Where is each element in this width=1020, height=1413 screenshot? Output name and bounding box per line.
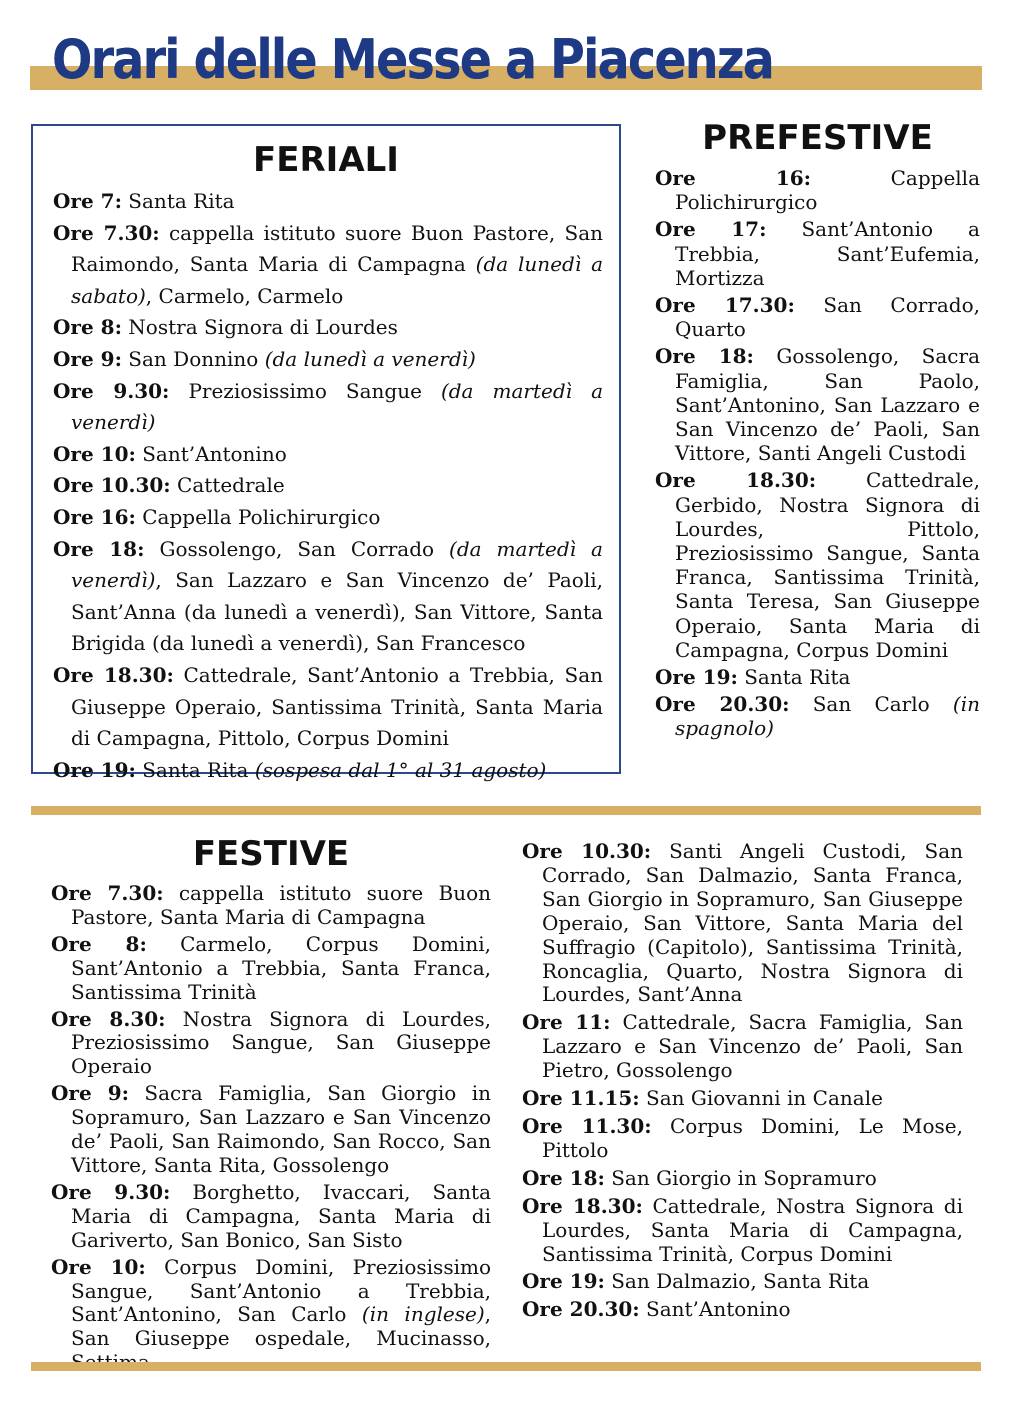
- bottom-divider: [31, 1362, 981, 1371]
- list-item: [522, 1087, 963, 1111]
- page-title: Orari delle Messe a Piacenza: [52, 28, 774, 91]
- church-list: Santa Rita: [135, 757, 255, 782]
- church-list: Borghetto, Ivaccari, Santa Maria di Campagna, Santa Maria di Gariverto, San Bonico, San Sisto: [71, 1179, 491, 1252]
- list-item: [522, 1167, 963, 1191]
- mass-time: Ore 9:: [53, 346, 122, 371]
- mass-time: Ore 16:: [53, 504, 136, 529]
- church-list: Corpus Domini, Le Mose, Pittolo: [542, 1113, 964, 1162]
- mass-time: Ore 17.30:: [655, 293, 795, 318]
- mass-time: Ore 9:: [51, 1081, 129, 1106]
- list-item: [655, 293, 980, 341]
- mass-time: Ore 8.30:: [51, 1006, 166, 1031]
- mass-time: Ore 19:: [53, 757, 136, 782]
- mass-time: Ore 16:: [655, 166, 812, 190]
- church-list: Preziosissimo Sangue: [169, 378, 441, 403]
- church-list: Cattedrale, Nostra Signora di Lourdes, Santa Maria di Campagna, Santissima Trinità, Corpus Domini: [542, 1193, 964, 1266]
- mass-time: Ore 11:: [522, 1010, 611, 1035]
- list-item: [522, 840, 963, 1007]
- festive-list-left: [51, 882, 491, 1378]
- list-item: [51, 1181, 491, 1253]
- mass-time: Ore 17:: [655, 217, 767, 242]
- mass-time: Ore 10.30:: [522, 839, 652, 863]
- mass-time: Ore 18:: [53, 536, 145, 561]
- schedule-note: (da martedì a venerdì): [71, 536, 603, 593]
- list-item: [51, 882, 491, 930]
- list-item: [522, 1298, 963, 1322]
- list-item: [655, 692, 980, 740]
- list-item: [51, 1256, 491, 1376]
- mass-time: Ore 11.15:: [522, 1086, 640, 1111]
- church-list: Cattedrale: [170, 473, 285, 498]
- title-banner: [30, 22, 982, 102]
- section-divider: [31, 806, 981, 815]
- mass-time: Ore 8:: [53, 315, 122, 340]
- church-list: Santa Rita: [737, 665, 851, 690]
- feriali-heading: FERIALI: [253, 140, 399, 180]
- mass-time: Ore 20.30:: [522, 1297, 640, 1322]
- prefestive-heading: PREFESTIVE: [702, 118, 933, 158]
- church-list: Cappella Polichirurgico: [135, 504, 381, 529]
- mass-time: Ore 19:: [655, 665, 738, 690]
- mass-time: Ore 18.30:: [655, 468, 817, 493]
- list-item: [51, 1008, 491, 1080]
- mass-time: Ore 10:: [53, 441, 136, 466]
- list-item: [53, 534, 603, 660]
- schedule-note: (sospesa dal 1° al 31 agosto): [254, 757, 547, 782]
- church-list: San Donnino: [121, 346, 265, 371]
- mass-time: Ore 7.30:: [51, 881, 164, 905]
- schedule-note: (da lunedì a sabato): [71, 252, 603, 308]
- list-item: [655, 344, 980, 465]
- festive-list-right: [522, 840, 963, 1326]
- mass-time: Ore 10:: [51, 1254, 146, 1279]
- mass-time: Ore 18:: [522, 1165, 605, 1190]
- mass-time: Ore 7:: [53, 189, 122, 213]
- mass-time: Ore 9.30:: [53, 378, 170, 403]
- church-list: Sant’Antonino: [639, 1297, 791, 1322]
- mass-time: Ore 20.30:: [655, 692, 790, 717]
- church-list: Sacra Famiglia, San Giorgio in Sopramuro, San Lazzaro e San Vincenzo de’ Paoli, San Raimondo, San Rocco, San Vittore, Santa Rita, Gossolengo: [71, 1081, 491, 1177]
- church-list: Cattedrale, Gerbido, Nostra Signora di Lourdes, Pittolo, Preziosissimo Sangue, Santa Franca, Santissima Trinità, Santa Teresa, San Giuseppe Operaio, Santa Maria di Campagna, Corpus Domini: [675, 468, 980, 662]
- church-list: San Dalmazio, Santa Rita: [604, 1269, 870, 1294]
- feriali-list: [53, 186, 603, 786]
- schedule-note: (da martedì a venerdì): [71, 378, 603, 435]
- church-list: cappella istituto suore Buon Pastore, Santa Maria di Campagna: [71, 881, 491, 929]
- mass-time: Ore 18:: [655, 344, 754, 369]
- church-list: cappella istituto suore Buon Pastore, San Raimondo, Santa Maria di Campagna: [71, 220, 603, 277]
- list-item: [53, 344, 603, 376]
- church-list-tail: , San Lazzaro e San Vincenzo de’ Paoli, Sant’Anna (da lunedì a venerdì), San Vittore, Santa Brigida (da lunedì a venerdì), San Francesco: [71, 568, 603, 656]
- list-item: [53, 218, 603, 313]
- church-list: San Corrado, Quarto: [675, 293, 981, 342]
- church-list: Sant’Antonio a Trebbia, Sant’Eufemia, Mortizza: [675, 217, 980, 290]
- feriali-box: [31, 124, 621, 782]
- list-item: [655, 665, 980, 689]
- church-list: Santi Angeli Custodi, San Corrado, San Dalmazio, Santa Franca, San Giorgio in Sopramuro, San Giuseppe Operaio, San Vittore, Santa Maria del Suffragio (Capitolo), Santissima Trinità, Roncaglia, Quarto, Nostra Signora di Lourdes, Sant’Anna: [542, 839, 964, 1007]
- church-list: Cappella Polichirurgico: [675, 166, 980, 215]
- list-item: [655, 217, 980, 290]
- church-list: San Carlo: [789, 692, 953, 717]
- church-list: San Giorgio in Sopramuro: [604, 1165, 877, 1190]
- church-list: Corpus Domini, Preziosissimo Sangue, Sant’Antonio a Trebbia, Sant’Antonino, San Carlo: [71, 1254, 491, 1327]
- mass-time: Ore 18.30:: [53, 662, 174, 687]
- church-list: Nostra Signora di Lourdes: [121, 315, 398, 340]
- list-item: [655, 468, 980, 662]
- list-item: [53, 376, 603, 439]
- church-list: Santa Rita: [121, 189, 235, 213]
- mass-time: Ore 11.30:: [522, 1113, 652, 1138]
- church-list-tail: , Carmelo, Carmelo: [145, 283, 344, 308]
- list-item: [53, 312, 603, 344]
- schedule-note: (in inglese): [361, 1302, 485, 1327]
- festive-heading: FESTIVE: [192, 834, 350, 874]
- mass-time: Ore 19:: [522, 1269, 605, 1294]
- list-item: [51, 1082, 491, 1178]
- list-item: [655, 166, 980, 214]
- list-item: [53, 660, 603, 755]
- list-item: [53, 470, 603, 502]
- list-item: [53, 502, 603, 534]
- church-list: Cattedrale, Sant’Antonio a Trebbia, San Giuseppe Operaio, Santissima Trinità, Santa Maria di Campagna, Pittolo, Corpus Domini: [71, 662, 604, 751]
- list-item: [522, 1195, 963, 1267]
- mass-time: Ore 9.30:: [51, 1179, 171, 1204]
- schedule-note: (da lunedì a venerdì): [264, 346, 476, 371]
- prefestive-list: [655, 166, 980, 744]
- list-item: [53, 439, 603, 471]
- list-item: [522, 1011, 963, 1083]
- church-list: San Giovanni in Canale: [639, 1086, 883, 1111]
- list-item: [51, 933, 491, 1005]
- list-item: [53, 755, 603, 787]
- church-list: Nostra Signora di Lourdes, Preziosissimo Sangue, San Giuseppe Operaio: [71, 1006, 491, 1079]
- church-list: Sant’Antonino: [135, 441, 287, 466]
- mass-time: Ore 18.30:: [522, 1193, 643, 1218]
- church-list: Cattedrale, Sacra Famiglia, San Lazzaro e San Vincenzo de’ Paoli, San Pietro, Gossolengo: [542, 1010, 963, 1083]
- church-list: Gossolengo, San Corrado: [144, 536, 450, 561]
- mass-time: Ore 7.30:: [53, 220, 160, 245]
- list-item: [522, 1270, 963, 1294]
- church-list: Gossolengo, Sacra Famiglia, San Paolo, Sant’Antonino, San Lazzaro e San Vincenzo de’ Paoli, San Vittore, Santi Angeli Custodi: [675, 344, 980, 466]
- list-item: [53, 186, 603, 218]
- mass-time: Ore 10.30:: [53, 473, 171, 498]
- church-list-tail: , San Giuseppe ospedale, Mucinasso,: [71, 1302, 491, 1351]
- church-list: Carmelo, Corpus Domini, Sant’Antonio a Trebbia, Santa Franca, Santissima Trinità: [71, 931, 491, 1004]
- list-item: [522, 1115, 963, 1163]
- mass-time: Ore 8:: [51, 931, 147, 956]
- schedule-note: (in spagnolo): [675, 692, 980, 741]
